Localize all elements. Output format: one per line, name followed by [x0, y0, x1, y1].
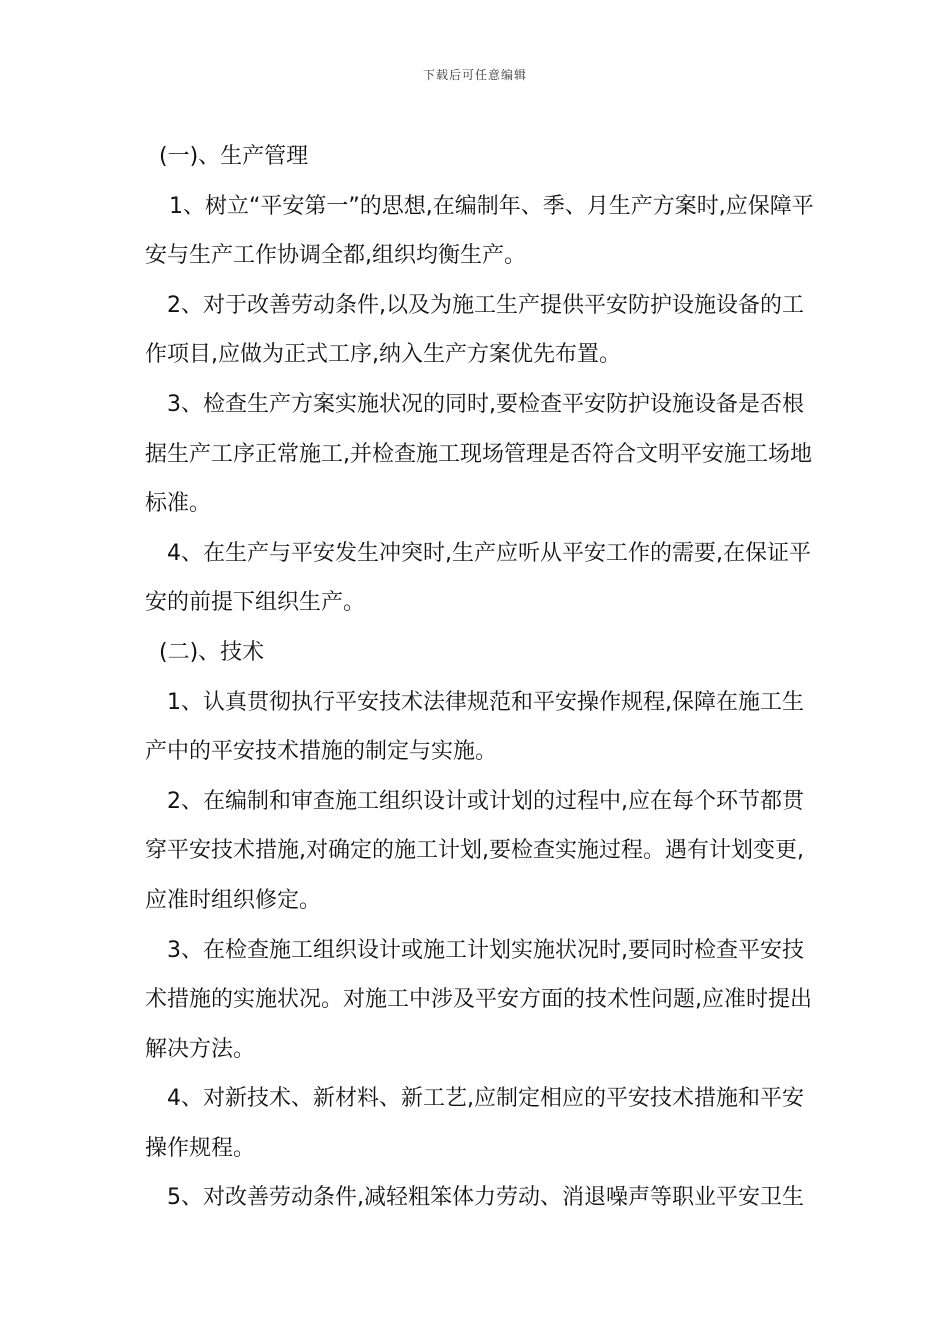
paragraph: 2、在编制和审查施工组织设计或计划的过程中,应在每个环节都贯穿平安技术措施,对确定的施工计划,要检查实施过程。遇有计划变更,应准时组织修定。 — [145, 788, 804, 913]
paragraph: 3、在检查施工组织设计或施工计划实施状况时,要同时检查平安技术措施的实施状况。对施工中涉及平安方面的技术性问题,应准时提出解决方法。 — [145, 937, 812, 1062]
paragraph: 1、认真贯彻执行平安技术法律规范和平安操作规程,保障在施工生产中的平安技术措施的制定与实施。 — [145, 689, 804, 765]
paragraph: 3、检查生产方案实施状况的同时,要检查平安防护设施设备是否根据生产工序正常施工,并检查施工现场管理是否符合文明平安施工场地标准。 — [145, 391, 812, 517]
document-body — [145, 132, 815, 1223]
paragraph: 1、树立“平安第一”的思想,在编制年、季、月生产方案时,应保障平安与生产工作协调全都,组织均衡生产。 — [145, 193, 814, 269]
paragraph: 4、对新技术、新材料、新工艺,应制定相应的平安技术措施和平安操作规程。 — [145, 1086, 804, 1161]
paragraph: 2、对于改善劳动条件,以及为施工生产提供平安防护设施设备的工作项目,应做为正式工序,纳入生产方案优先布置。 — [145, 292, 804, 368]
paragraph: 4、在生产与平安发生冲突时,生产应听从平安工作的需要,在保证平安的前提下组织生产。 — [145, 540, 811, 616]
paragraph: 5、对改善劳动条件,减轻粗笨体力劳动、消退噪声等职业平安卫生 — [167, 1185, 804, 1211]
section-heading-technology: (二)、技术 — [159, 639, 265, 665]
section-heading-production: (一)、生产管理 — [159, 144, 309, 169]
page-header: 下载后可任意编辑 — [422, 68, 527, 82]
